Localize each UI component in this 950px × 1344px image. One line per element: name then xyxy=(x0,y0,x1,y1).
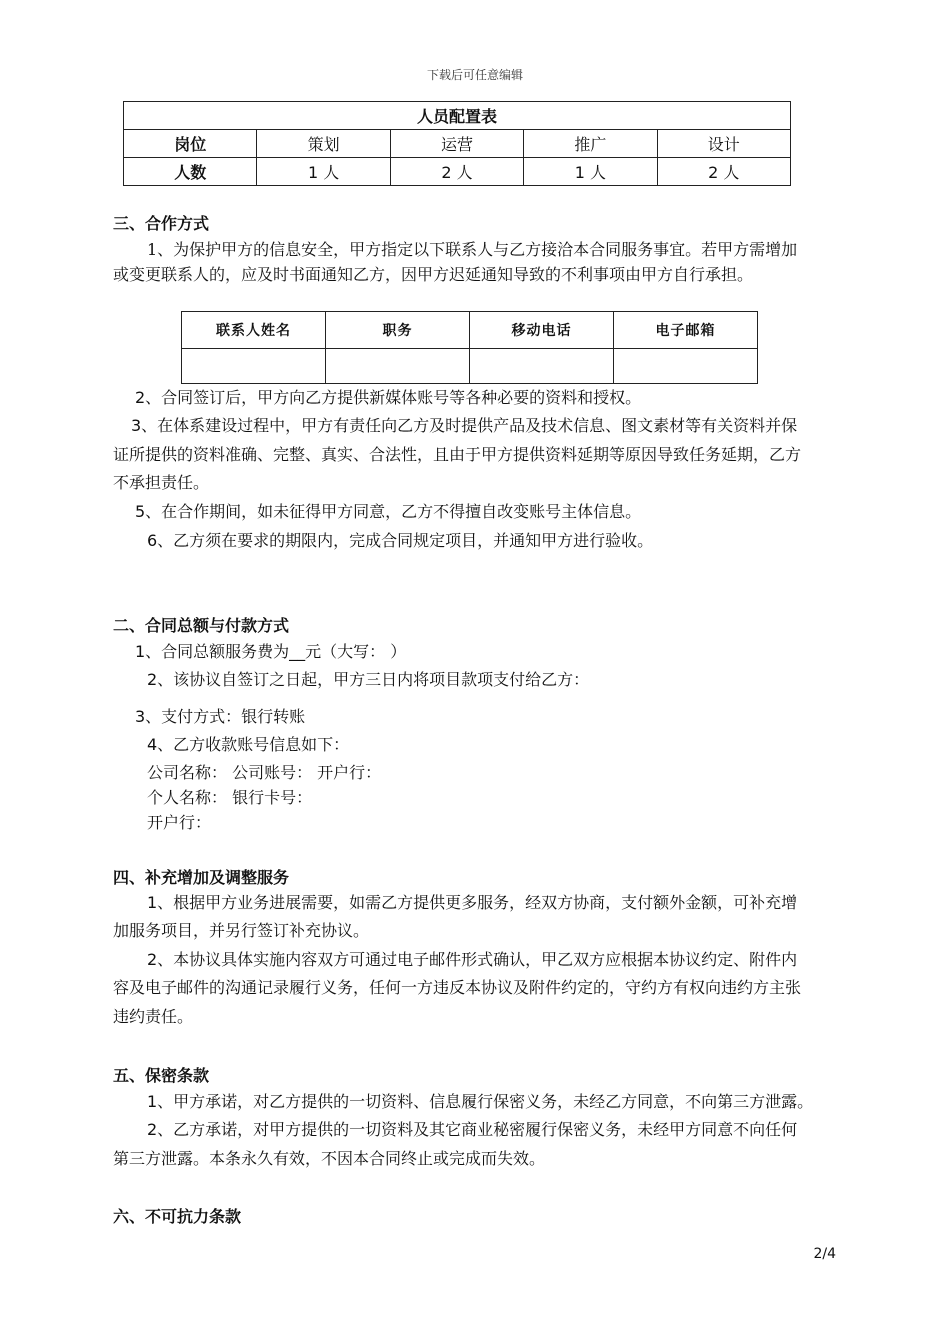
table-row xyxy=(124,130,791,158)
contact-table xyxy=(181,311,758,384)
paragraph-line: 5、在合作期间，如未征得甲方同意，乙方不得擅自改变账号主体信息。 xyxy=(135,502,642,521)
paragraph-line: 2、该协议自签订之日起，甲方三日内将项目款项支付给乙方： xyxy=(147,670,590,689)
paragraph-line: 证所提供的资料准确、完整、真实、合法性，且由于甲方提供资料延期等原因导致任务延期，乙方 xyxy=(113,445,802,464)
section2-heading: 二、合同总额与付款方式 xyxy=(113,616,290,635)
table-row xyxy=(182,349,758,384)
table-header-cell: 移动电话 xyxy=(470,312,614,349)
paragraph-line: 容及电子邮件的沟通记录履行义务，任何一方违反本协议及附件约定的，守约方有权向违约方主张 xyxy=(113,978,802,997)
paragraph-line: 1、为保护甲方的信息安全，甲方指定以下联系人与乙方接洽本合同服务事宜。若甲方需增加 xyxy=(147,240,798,259)
paragraph-line: 或变更联系人的，应及时书面通知乙方，因甲方迟延通知导致的不利事项由甲方自行承担。 xyxy=(113,265,754,284)
paragraph-line: 4、乙方收款账号信息如下： xyxy=(147,735,350,754)
paragraph-line: 1、甲方承诺，对乙方提供的一切资料、信息履行保密义务，未经乙方同意，不向第三方泄露。 xyxy=(147,1092,814,1111)
paragraph-line: 1、合同总额服务费为__元（大写： ） xyxy=(135,642,407,661)
paragraph-line: 个人名称： 银行卡号： xyxy=(147,788,313,807)
paragraph-line: 加服务项目，并另行签订补充协议。 xyxy=(113,921,370,940)
paragraph-line: 3、支付方式：银行转账 xyxy=(135,707,306,726)
table-cell xyxy=(182,349,326,384)
table-cell: 运营 xyxy=(390,130,523,158)
paragraph-line: 违约责任。 xyxy=(113,1007,194,1026)
section4-heading: 四、补充增加及调整服务 xyxy=(113,868,290,887)
paragraph-line: 不承担责任。 xyxy=(113,473,210,492)
table-cell: 1 人 xyxy=(524,158,657,186)
section6-heading: 六、不可抗力条款 xyxy=(113,1207,242,1226)
paragraph-line: 2、乙方承诺，对甲方提供的一切资料及其它商业秘密履行保密义务，未经甲方同意不向任何 xyxy=(147,1120,798,1139)
table-cell: 岗位 xyxy=(124,130,257,158)
paragraph-line: 6、乙方须在要求的期限内，完成合同规定项目，并通知甲方进行验收。 xyxy=(147,531,654,550)
section3-heading: 三、合作方式 xyxy=(113,214,210,233)
table-cell xyxy=(470,349,614,384)
table-row xyxy=(124,158,791,186)
paragraph-line: 2、本协议具体实施内容双方可通过电子邮件形式确认，甲乙双方应根据本协议约定、附件内 xyxy=(147,950,798,969)
paragraph-line: 2、合同签订后，甲方向乙方提供新媒体账号等各种必要的资料和授权。 xyxy=(135,388,642,407)
table-cell: 2 人 xyxy=(390,158,523,186)
table-cell xyxy=(326,349,470,384)
staff-table-title: 人员配置表 xyxy=(124,102,791,130)
table-header-cell: 电子邮箱 xyxy=(614,312,758,349)
table-cell: 策划 xyxy=(257,130,390,158)
table-header-cell: 联系人姓名 xyxy=(182,312,326,349)
paragraph-line: 第三方泄露。本条永久有效，不因本合同终止或完成而失效。 xyxy=(113,1149,546,1168)
table-cell: 设计 xyxy=(657,130,790,158)
page-number: 2/4 xyxy=(813,1246,836,1262)
table-header-cell: 职务 xyxy=(326,312,470,349)
staff-table xyxy=(123,101,791,186)
paragraph-line: 开户行： xyxy=(147,813,212,832)
table-cell: 1 人 xyxy=(257,158,390,186)
paragraph-line: 3、在体系建设过程中，甲方有责任向乙方及时提供产品及技术信息、图文素材等有关资料并保 xyxy=(131,416,798,435)
table-cell: 人数 xyxy=(124,158,257,186)
section5-heading: 五、保密条款 xyxy=(113,1066,210,1085)
paragraph-line: 1、根据甲方业务进展需要，如需乙方提供更多服务，经双方协商，支付额外金额，可补充增 xyxy=(147,893,798,912)
table-cell: 2 人 xyxy=(657,158,790,186)
table-row xyxy=(182,312,758,349)
table-cell xyxy=(614,349,758,384)
paragraph-line: 公司名称： 公司账号： 开户行： xyxy=(147,763,382,782)
header-note: 下载后可任意编辑 xyxy=(426,68,523,82)
table-cell: 推广 xyxy=(524,130,657,158)
